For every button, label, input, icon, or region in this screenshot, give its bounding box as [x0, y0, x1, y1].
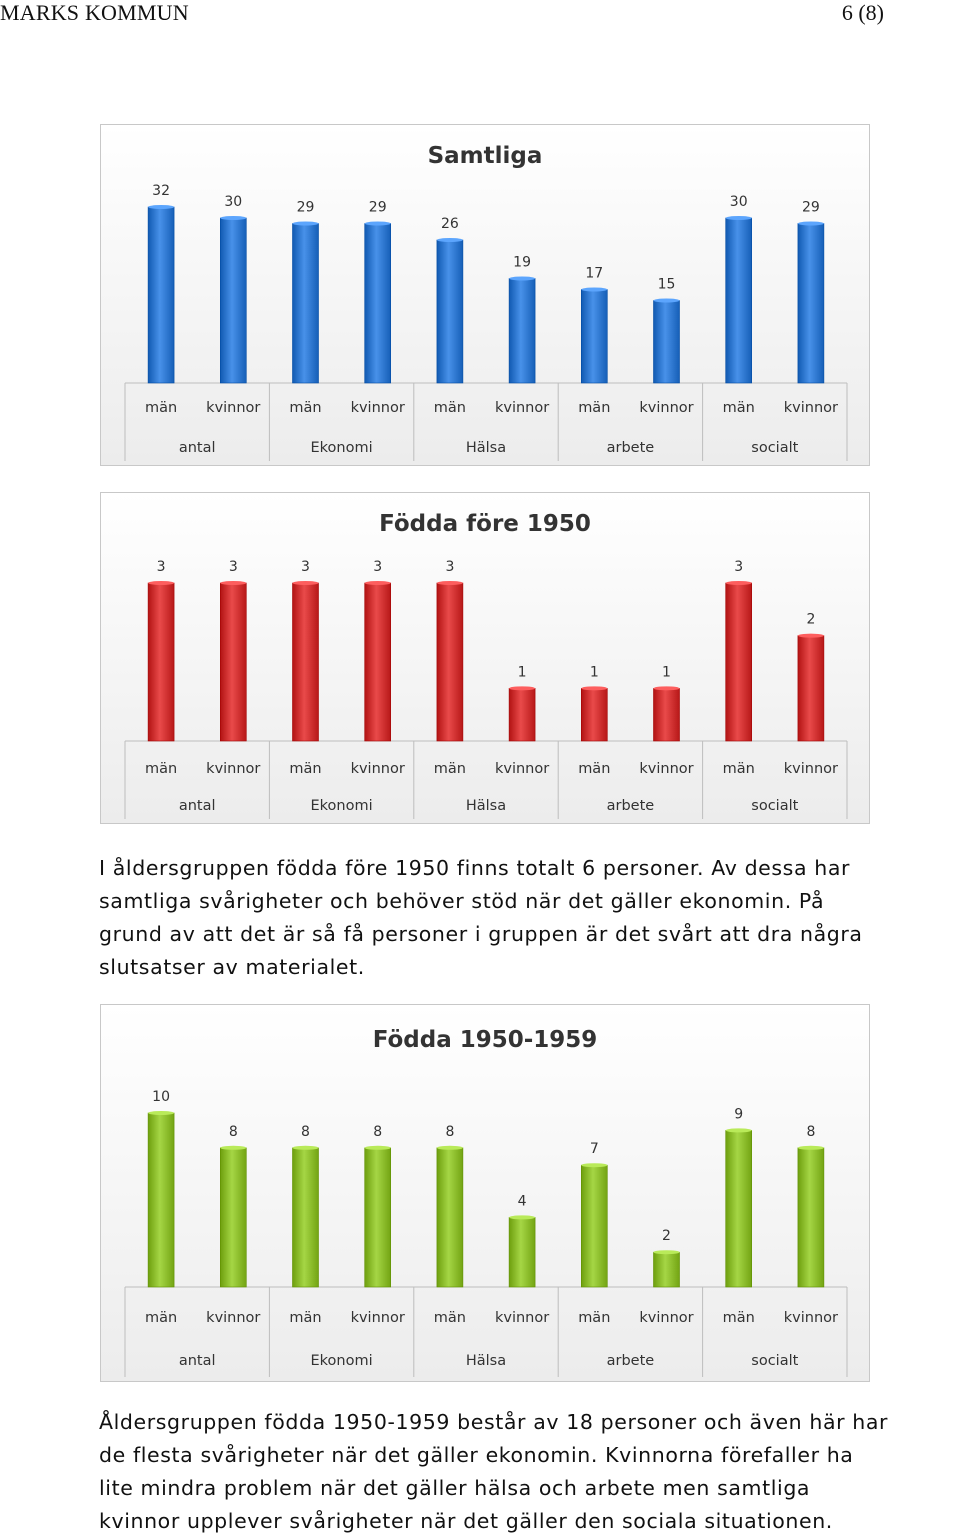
chart-title: Samtliga	[427, 143, 543, 169]
data-label: 26	[440, 216, 459, 232]
group-label: Ekonomi	[310, 1353, 373, 1369]
category-label: kvinnor	[783, 1310, 839, 1326]
bar	[293, 1148, 319, 1287]
chart-fodda-fore-1950	[100, 492, 870, 824]
bar	[654, 1252, 680, 1287]
data-label: 1	[589, 664, 599, 681]
category-label: kvinnor	[639, 400, 694, 416]
bar-cap	[365, 581, 391, 585]
data-label: 15	[657, 276, 676, 293]
bar-cap	[726, 1128, 752, 1132]
category-label: män	[578, 1310, 611, 1326]
category-label: män	[144, 1310, 178, 1326]
data-label: 29	[801, 199, 820, 216]
data-label: 4	[517, 1193, 527, 1210]
category-label: män	[722, 1310, 755, 1326]
data-label: 8	[373, 1123, 383, 1140]
bar-cap	[148, 205, 174, 209]
bar	[509, 279, 535, 384]
bar	[437, 1148, 463, 1287]
bar	[365, 583, 391, 741]
group-label: arbete	[606, 1353, 655, 1369]
bar	[365, 224, 391, 384]
bar	[726, 218, 752, 383]
bar	[437, 240, 463, 383]
category-label: kvinnor	[639, 761, 694, 777]
data-label: 3	[301, 559, 310, 575]
paragraph-text: I åldersgruppen födda före 1950 finns totalt 6 personer. Av dessa har samtliga svårigheter och behöver stöd när det gäller ekonomin. På grund av att det är så få personer i gruppen är det svårt att dra några slutsatser av materialet.	[99, 856, 863, 979]
bar	[293, 583, 319, 741]
data-label: 3	[373, 559, 383, 575]
data-label: 9	[734, 1106, 744, 1123]
header-page-number: 6 (8)	[841, 0, 884, 25]
group-label: socialt	[751, 440, 799, 456]
bar-cap	[798, 634, 824, 638]
category-label: kvinnor	[206, 400, 261, 416]
category-label: kvinnor	[783, 761, 839, 777]
chart-samtliga-svg	[101, 125, 869, 465]
category-label: kvinnor	[350, 400, 405, 416]
data-label: 29	[368, 199, 387, 216]
data-label: 29	[296, 199, 315, 216]
category-label: män	[289, 761, 322, 777]
bar	[220, 218, 246, 383]
bar-cap	[581, 1163, 607, 1167]
category-label: kvinnor	[350, 761, 405, 777]
data-label: 3	[228, 559, 238, 575]
data-label: 7	[589, 1141, 599, 1158]
category-label: män	[433, 1310, 467, 1326]
bar-cap	[726, 216, 752, 220]
group-label: socialt	[751, 1353, 799, 1369]
bar	[365, 1148, 391, 1287]
bar	[654, 301, 680, 384]
bar	[220, 583, 246, 741]
bar	[726, 1130, 752, 1287]
bar-cap	[726, 581, 752, 585]
bar	[581, 290, 607, 384]
bar-cap	[654, 299, 680, 303]
bar-cap	[654, 1250, 680, 1254]
group-label: antal	[178, 798, 216, 814]
paragraph-fore-1950	[99, 852, 959, 984]
bar	[654, 688, 680, 741]
bar-cap	[437, 581, 463, 585]
bar-cap	[581, 288, 607, 292]
group-label: Ekonomi	[310, 440, 373, 456]
category-label: män	[578, 400, 611, 416]
bar-cap	[798, 1146, 824, 1150]
bar-cap	[798, 222, 824, 226]
paragraph-text: Åldersgruppen födda 1950-1959 består av 18 personer och även här har de flesta svårigheter när det gäller ekonomin. Kvinnorna förefaller ha lite mindra problem när det gäller hälsa och arbete men samtliga kvinnor upplever svårigheter när det gäller den sociala situationen.	[99, 1410, 889, 1533]
bar	[148, 583, 174, 741]
bar	[293, 224, 319, 384]
category-label: män	[433, 761, 467, 777]
bar	[148, 207, 174, 383]
category-label: kvinnor	[206, 761, 261, 777]
data-label: 2	[662, 1228, 671, 1245]
group-label: Ekonomi	[310, 798, 373, 814]
category-label: män	[289, 1310, 322, 1326]
data-label: 3	[156, 559, 166, 575]
category-label: kvinnor	[494, 1310, 550, 1326]
group-label: socialt	[751, 798, 799, 814]
category-label: kvinnor	[350, 1310, 405, 1326]
category-label: kvinnor	[206, 1310, 261, 1326]
category-label: män	[722, 400, 755, 416]
chart-title: Födda 1950-1959	[372, 1027, 598, 1053]
bar-cap	[654, 686, 680, 690]
bar-cap	[220, 216, 246, 220]
data-label: 8	[445, 1123, 455, 1140]
category-label: män	[722, 761, 755, 777]
bar-cap	[220, 1146, 246, 1150]
bar-cap	[509, 1215, 535, 1219]
bar-cap	[293, 1146, 319, 1150]
bar-cap	[148, 581, 174, 585]
group-label: arbete	[606, 440, 655, 456]
group-label: Hälsa	[465, 1353, 507, 1369]
chart-title: Födda före 1950	[379, 511, 591, 537]
chart-samtliga	[100, 124, 870, 466]
data-label: 2	[806, 611, 816, 628]
data-label: 1	[662, 664, 671, 681]
bar-cap	[293, 581, 319, 585]
data-label: 19	[513, 254, 532, 271]
group-label: antal	[178, 440, 216, 456]
data-label: 32	[152, 183, 171, 199]
bar-cap	[581, 686, 607, 690]
bar	[798, 1148, 824, 1287]
category-label: kvinnor	[494, 761, 550, 777]
bar-cap	[148, 1111, 174, 1115]
data-label: 1	[517, 664, 527, 681]
bar-cap	[509, 686, 535, 690]
category-label: män	[433, 400, 467, 416]
data-label: 3	[734, 559, 744, 575]
chart-fodda-fore-1950-svg	[101, 493, 869, 823]
bar	[726, 583, 752, 741]
bar	[798, 636, 824, 741]
bar-cap	[437, 238, 463, 242]
bar	[437, 583, 463, 741]
category-label: män	[144, 400, 178, 416]
group-label: antal	[178, 1353, 216, 1369]
data-label: 30	[224, 194, 243, 210]
bar-cap	[509, 277, 535, 281]
bar	[798, 224, 824, 384]
bar-cap	[365, 1146, 391, 1150]
data-label: 10	[152, 1089, 171, 1105]
category-label: kvinnor	[639, 1310, 694, 1326]
bar-cap	[293, 222, 319, 226]
category-label: män	[289, 400, 322, 416]
header-organization: MARKS KOMMUN	[0, 0, 189, 25]
group-label: Hälsa	[465, 798, 507, 814]
bar	[509, 688, 535, 741]
data-label: 30	[729, 194, 748, 210]
bar	[581, 1165, 607, 1287]
category-label: män	[578, 761, 611, 777]
bar	[509, 1217, 535, 1287]
bar-cap	[220, 581, 246, 585]
bar-cap	[365, 222, 391, 226]
data-label: 8	[228, 1123, 238, 1140]
chart-fodda-1950-1959	[100, 1004, 870, 1382]
category-label: kvinnor	[494, 400, 550, 416]
data-label: 8	[301, 1123, 310, 1140]
bar	[148, 1113, 174, 1287]
group-label: Hälsa	[465, 440, 507, 456]
bar	[581, 688, 607, 741]
data-label: 3	[445, 559, 455, 575]
category-label: kvinnor	[783, 400, 839, 416]
bar-cap	[437, 1146, 463, 1150]
bar	[220, 1148, 246, 1287]
data-label: 8	[806, 1123, 816, 1140]
category-label: män	[144, 761, 178, 777]
data-label: 17	[585, 265, 604, 282]
chart-fodda-1950-1959-svg	[101, 1005, 869, 1381]
group-label: arbete	[606, 798, 655, 814]
paragraph-1950-1959	[99, 1406, 959, 1538]
